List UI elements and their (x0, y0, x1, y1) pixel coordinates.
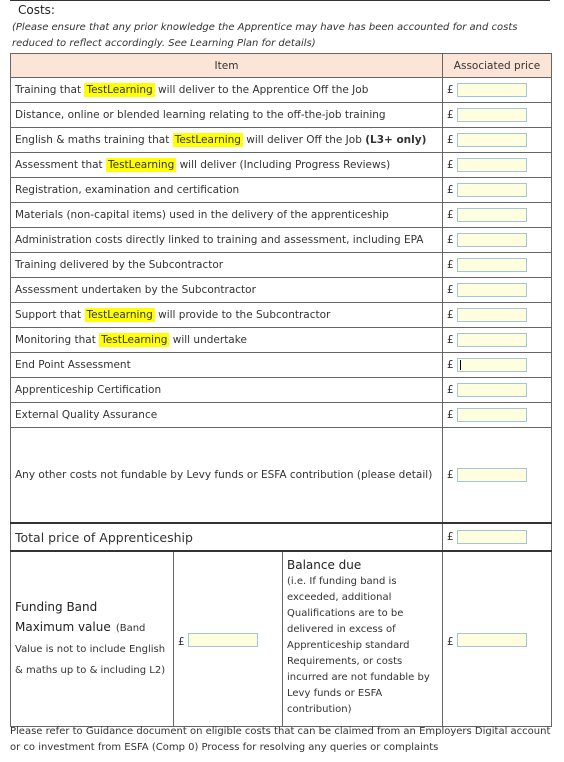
item-text: End Point Assessment (15, 359, 131, 371)
table-row (11, 428, 552, 524)
price-cell (443, 178, 552, 203)
table-row (11, 403, 552, 428)
balance-due-price-cell (443, 552, 552, 727)
table-row (11, 378, 552, 403)
cost-item-label (11, 303, 443, 328)
cost-item-label (11, 278, 443, 303)
price-column-header: Associated price (443, 54, 552, 78)
balance-due-title: Balance due (287, 558, 362, 572)
price-cell (443, 78, 552, 103)
table-row (11, 253, 552, 278)
table-row (11, 203, 552, 228)
cost-item-label (11, 328, 443, 353)
price-cell (443, 228, 552, 253)
price-input[interactable] (457, 158, 527, 172)
cost-item-label (11, 378, 443, 403)
currency-symbol: £ (447, 284, 454, 296)
currency-symbol: £ (447, 409, 454, 421)
price-input[interactable] (457, 108, 527, 122)
item-text: Distance, online or blended learning relating to the off-the-job training (15, 109, 386, 121)
price-input[interactable] (457, 208, 527, 222)
costs-heading: Costs: (18, 3, 55, 17)
total-price-cell (443, 523, 552, 551)
item-text: Any other costs not fundable by Levy funds or ESFA contribution (please detail) (15, 469, 433, 481)
item-text: Training delivered by the Subcontractor (15, 259, 224, 271)
currency-symbol: £ (447, 134, 454, 146)
price-cell (443, 278, 552, 303)
cost-item-label (11, 228, 443, 253)
top-rule (10, 0, 550, 1)
funding-band-desc (15, 616, 169, 679)
item-text: Registration, examination and certification (15, 184, 240, 196)
currency-symbol: £ (447, 309, 454, 321)
price-cell (443, 103, 552, 128)
item-text: Assessment undertaken by the Subcontractor (15, 284, 256, 296)
cost-item-label (11, 403, 443, 428)
item-text: Apprenticeship Certification (15, 384, 162, 396)
currency-symbol: £ (447, 469, 454, 481)
item-text: Support that (15, 309, 85, 321)
price-input[interactable] (457, 133, 527, 147)
currency-symbol: £ (447, 635, 454, 648)
provider-name-highlight: TestLearning (107, 159, 175, 171)
funding-band-note: (Band Value is not to include English & maths up to & including L2) (15, 623, 166, 676)
item-text: will deliver to the Apprentice Off the Job (154, 84, 369, 96)
currency-symbol: £ (447, 234, 454, 246)
currency-symbol: £ (178, 635, 185, 648)
currency-symbol: £ (447, 109, 454, 121)
funding-row (11, 552, 552, 727)
cost-item-label (11, 128, 443, 153)
price-cell (443, 128, 552, 153)
price-input[interactable] (457, 333, 527, 347)
cost-item-label (11, 353, 443, 378)
table-row (11, 328, 552, 353)
cost-item-label (11, 178, 443, 203)
price-input[interactable] (457, 283, 527, 297)
currency-symbol: £ (447, 159, 454, 171)
price-cell (443, 428, 552, 524)
cost-item-label (11, 103, 443, 128)
funding-table (10, 552, 552, 727)
table-row (11, 178, 552, 203)
price-cell (443, 378, 552, 403)
funding-band-title: Funding Band (15, 600, 98, 614)
price-input[interactable] (457, 258, 527, 272)
table-header-row (11, 54, 552, 78)
item-text: Administration costs directly linked to training and assessment, including EPA (15, 234, 424, 246)
provider-name-highlight: TestLearning (101, 334, 168, 346)
price-input[interactable] (457, 83, 527, 97)
costs-table (10, 53, 552, 552)
item-text: will deliver (Including Progress Reviews) (176, 159, 391, 171)
table-row (11, 353, 552, 378)
cost-item-label (11, 203, 443, 228)
table-row (11, 78, 552, 103)
price-cell (443, 403, 552, 428)
table-row (11, 153, 552, 178)
price-input[interactable] (457, 383, 527, 397)
price-cell (443, 203, 552, 228)
currency-symbol: £ (447, 359, 454, 371)
provider-name-highlight: TestLearning (86, 84, 153, 96)
currency-symbol: £ (447, 84, 454, 96)
item-text: Training that (15, 84, 85, 96)
price-input[interactable] (457, 233, 527, 247)
funding-band-label (11, 552, 174, 727)
price-cell (443, 303, 552, 328)
cost-item-label (11, 428, 443, 524)
price-cell (443, 328, 552, 353)
item-text: External Quality Assurance (15, 409, 158, 421)
price-cell (443, 153, 552, 178)
price-input[interactable] (457, 183, 527, 197)
balance-due-input[interactable] (457, 633, 527, 647)
total-price-input[interactable] (457, 530, 527, 544)
cost-item-label (11, 78, 443, 103)
table-row (11, 128, 552, 153)
cost-rows (11, 78, 552, 524)
price-input[interactable] (457, 408, 527, 422)
item-text: will undertake (169, 334, 247, 346)
balance-due-note: (i.e. If funding band is exceeded, additional Qualifications are to be delivered in excess of Apprenticeship standard Requirements, or costs incurred are not fundable by Levy funds or ESFA contribution) (287, 576, 430, 715)
price-input[interactable] (457, 468, 527, 482)
item-text: Assessment that (15, 159, 106, 171)
table-row (11, 103, 552, 128)
price-cell (443, 353, 552, 378)
currency-symbol: £ (447, 384, 454, 396)
currency-symbol: £ (447, 209, 454, 221)
balance-due-label (283, 552, 443, 727)
guidance-footer: Please refer to Guidance document on eligible costs that can be claimed from an Employers Digital account or co investment from ESFA (Comp 0) Process for resolving any queries or complaints (10, 726, 551, 753)
item-text: will deliver Off the Job (242, 134, 366, 146)
item-column-header: Item (11, 54, 443, 78)
provider-name-highlight: TestLearning (174, 134, 241, 146)
item-text-bold: (L3+ only) (365, 134, 427, 146)
currency-symbol: £ (447, 184, 454, 196)
currency-symbol: £ (447, 334, 454, 346)
price-input[interactable] (457, 358, 527, 372)
item-text: English & maths training that (15, 134, 173, 146)
funding-max-value-label: Maximum value (15, 620, 111, 634)
funding-band-input[interactable] (188, 633, 258, 647)
price-cell (443, 253, 552, 278)
table-row (11, 228, 552, 253)
item-text: will provide to the Subcontractor (154, 309, 331, 321)
provider-name-highlight: TestLearning (86, 309, 153, 321)
cost-item-label (11, 253, 443, 278)
cost-item-label (11, 153, 443, 178)
total-row (11, 523, 552, 551)
table-row (11, 278, 552, 303)
currency-symbol: £ (447, 531, 454, 543)
item-text: Monitoring that (15, 334, 100, 346)
funding-band-price-cell (174, 552, 283, 727)
table-row (11, 303, 552, 328)
currency-symbol: £ (447, 259, 454, 271)
total-label: Total price of Apprenticeship (11, 523, 443, 551)
costs-note: (Please ensure that any prior knowledge the Apprentice may have has been accounted for and costs reduced to reflect accordingly. See Learning Plan for details) (12, 22, 518, 49)
price-input[interactable] (457, 308, 527, 322)
item-text: Materials (non-capital items) used in the delivery of the apprenticeship (15, 209, 389, 221)
